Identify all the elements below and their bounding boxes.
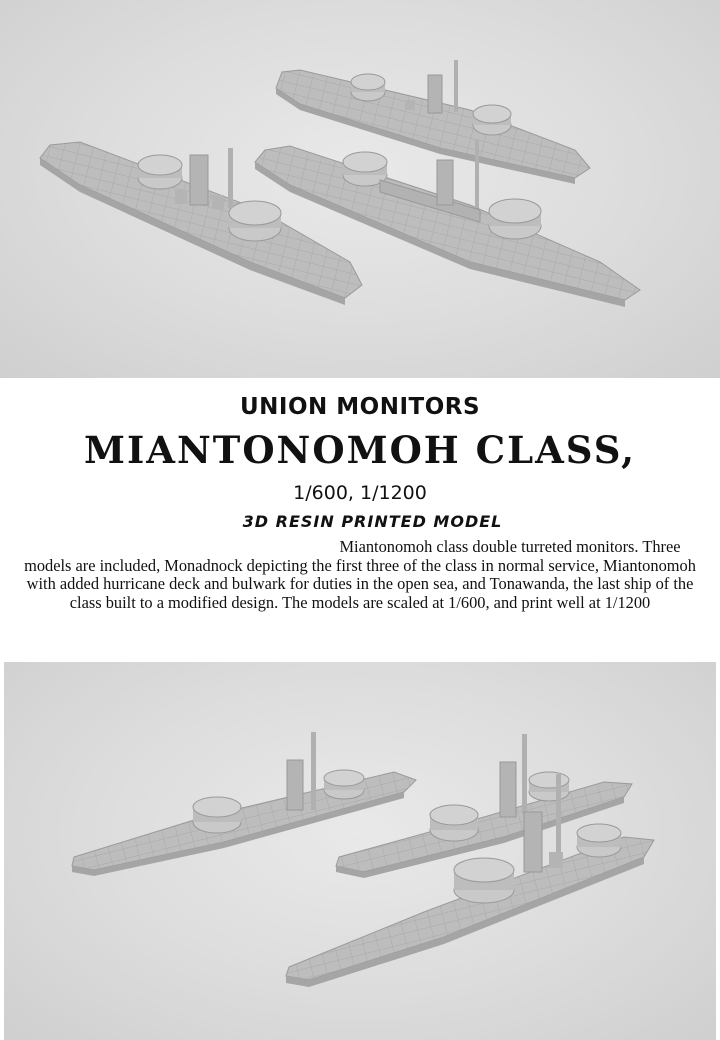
product-title: MIANTONOMOH CLASS, [84,428,636,472]
bottom-render-image [4,662,716,1040]
scale-line: 1/600, 1/1200 [293,482,427,504]
series-kicker: UNION MONITORS [239,394,481,420]
model-type-line: 3D RESIN PRINTED MODEL [242,512,503,531]
product-text-block [0,378,720,662]
product-description: Miantonomoh class double turreted monitors. Three models are included, Monadnock depicting the first three of the class in normal service, Miantonomoh with added hurricane deck and bulwark for duties in the open sea, and Tonawanda, the last ship of the class built to a modified design. The models are scaled at 1/600, and print well at 1/1200 [24,537,696,613]
top-render-image [0,0,720,378]
